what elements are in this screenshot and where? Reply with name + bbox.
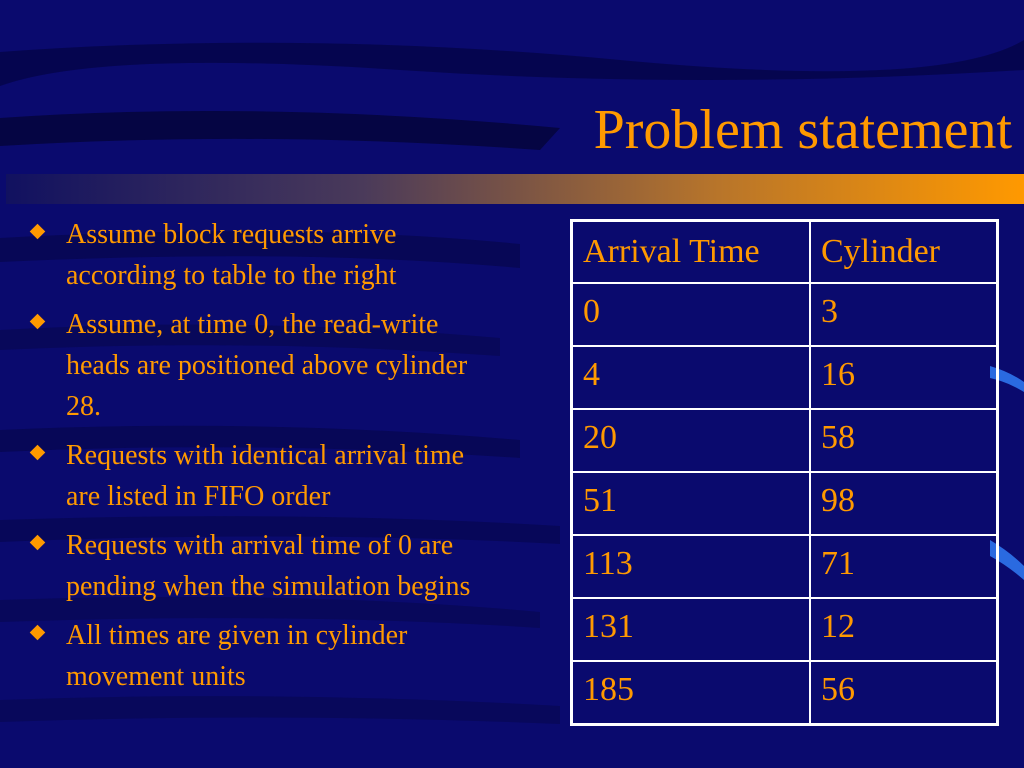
table-row [572, 598, 998, 661]
arrival-time-cell: 20 [572, 409, 811, 472]
diamond-bullet-icon [30, 445, 46, 461]
cylinder-cell: 58 [810, 409, 998, 472]
bullet-item [30, 304, 490, 427]
slide-title: Problem statement [593, 99, 1012, 161]
cylinder-cell: 56 [810, 661, 998, 725]
arrival-time-cell: 4 [572, 346, 811, 409]
cylinder-cell: 16 [810, 346, 998, 409]
header-arrival-time: Arrival Time [572, 221, 811, 284]
diamond-bullet-icon [30, 625, 46, 641]
arrival-time-cell: 131 [572, 598, 811, 661]
bullet-text: All times are given in cylinder movement units [66, 620, 408, 692]
bullet-item [30, 435, 490, 517]
table-row [572, 409, 998, 472]
diamond-bullet-icon [30, 224, 46, 240]
bullet-item [30, 214, 490, 296]
bullet-item [30, 615, 490, 697]
cylinder-cell: 71 [810, 535, 998, 598]
bullet-list [30, 214, 490, 705]
diamond-bullet-icon [30, 314, 46, 330]
title-underline-bar [6, 174, 1024, 204]
arrival-time-cell: 0 [572, 283, 811, 346]
request-table [570, 219, 999, 726]
table-row [572, 346, 998, 409]
diamond-bullet-icon [30, 535, 46, 551]
cylinder-cell: 98 [810, 472, 998, 535]
request-table-container [570, 219, 999, 726]
table-row [572, 472, 998, 535]
arrival-time-cell: 51 [572, 472, 811, 535]
cylinder-cell: 12 [810, 598, 998, 661]
table-row [572, 661, 998, 725]
bullet-item [30, 525, 490, 607]
bullet-text: Assume block requests arrive according to table to the right [66, 219, 397, 291]
cylinder-cell: 3 [810, 283, 998, 346]
table-row [572, 283, 998, 346]
table-header-row [572, 221, 998, 284]
header-cylinder: Cylinder [810, 221, 998, 284]
bullet-text: Requests with arrival time of 0 are pending when the simulation begins [66, 530, 471, 602]
table-row [572, 535, 998, 598]
arrival-time-cell: 113 [572, 535, 811, 598]
bullet-text: Assume, at time 0, the read-write heads are positioned above cylinder 28. [66, 309, 468, 422]
bullet-text: Requests with identical arrival time are listed in FIFO order [66, 440, 465, 512]
arrival-time-cell: 185 [572, 661, 811, 725]
